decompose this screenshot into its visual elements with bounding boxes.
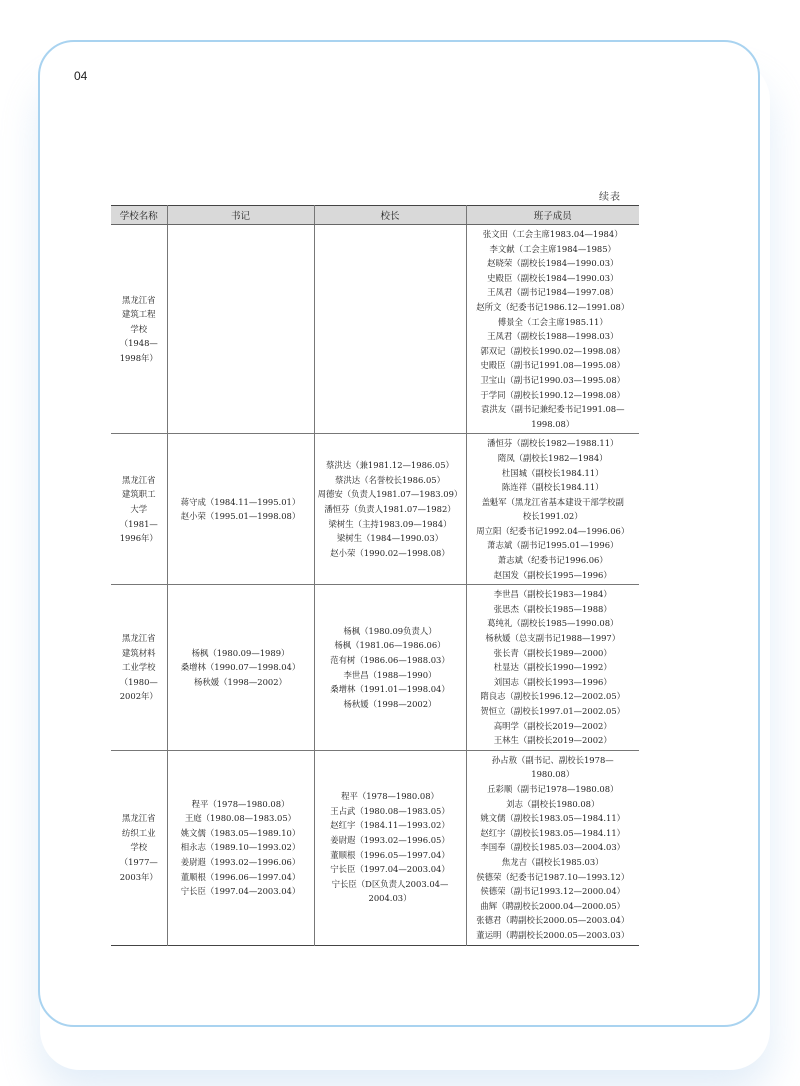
entry-line: 张文田（工会主席1983.04—1984）: [482, 229, 623, 239]
table-header-row: [111, 206, 639, 225]
entry-line: 杨枫（1981.06—1986.06）: [334, 640, 446, 651]
school-name-line: 学校: [130, 323, 148, 334]
school-name-cell: [111, 225, 167, 434]
entry-line: 张思杰（副校长1985—1988）: [493, 603, 612, 614]
entry-line: 史殿臣（副校长1984—1990.03）: [487, 272, 619, 283]
entry-line: 杜显达（副校长1990—1992）: [493, 662, 612, 673]
entry-line: 赵所文（纪委书记1986.12—1991.08）: [476, 301, 630, 312]
entry-line: 董顺根（1996.05—1997.04）: [330, 849, 450, 860]
entry-line: 赵小荣（1995.01—1998.08）: [180, 511, 301, 522]
entry-line: 董顺根（1996.06—1997.04）: [180, 871, 301, 882]
entry-line: 刘国志（副校长1993—1996）: [493, 676, 612, 687]
entry-line: 刘志（副校长1980.08）: [506, 798, 600, 809]
secretary-cell: [167, 434, 314, 585]
entry-line: 王凤君（副校长1988—1998.03）: [487, 331, 619, 342]
entry-line: 于学同（副校长1990.12—1998.08）: [480, 389, 626, 400]
entry-line: 梁树生（1984—1990.03）: [336, 533, 444, 544]
school-name-cell: [111, 434, 167, 585]
president-cell: [314, 434, 466, 585]
table-row: [111, 225, 639, 434]
entry-line: 姚文儒（1983.05—1989.10）: [180, 827, 301, 838]
entry-line: 陈连祥（副校长1984.11）: [501, 482, 604, 493]
entry-line: 姜尉遐（1993.02—1996.05）: [330, 835, 450, 846]
entry-line: 侯德荣（副书记1993.12—2000.04）: [480, 886, 626, 897]
entry-line: 董运明（聘副校长2000.05—2003.03）: [476, 929, 630, 940]
entry-line: 潘恒芬（副校长1982—1988.11）: [487, 438, 619, 449]
entry-line: 潘恒芬（负责人1981.07—1982）: [324, 503, 456, 514]
entry-line: 李世昌（副校长1983—1984）: [493, 589, 612, 600]
entry-line: 宁长臣（1997.04—2003.04）: [330, 864, 450, 875]
entry-line: 王凤君（副书记1984—1997.08）: [487, 287, 619, 298]
president-cell: [314, 750, 466, 945]
entry-line: 周德安（负责人1981.07—1983.09）: [317, 489, 463, 500]
members-cell: [466, 434, 639, 585]
leadership-table: [111, 205, 639, 946]
entry-line: 程平（1978—1980.08）: [341, 791, 439, 802]
secretary-cell: [167, 585, 314, 751]
entry-line: 蒋守成（1984.11—1995.01）: [180, 496, 301, 507]
entry-line: 王占武（1980.08—1983.05）: [330, 805, 450, 816]
entry-line: 张长青（副校长1989—2000）: [493, 647, 612, 658]
entry-line: 高明学（副校长2019—2002）: [493, 720, 612, 731]
header-members: 班子成员: [466, 206, 639, 225]
entry-line: 赵国发（副校长1995—1996）: [493, 569, 612, 580]
entry-line: 杨枫（1980.09负责人）: [343, 625, 437, 636]
school-name-line: 建筑材料: [122, 647, 156, 658]
school-name-line: 大学: [130, 503, 148, 514]
entry-line: 李世昌（1988—1990）: [343, 669, 437, 680]
school-name-line: 1998年）: [119, 353, 158, 364]
secretary-cell: [167, 225, 314, 434]
entry-line: 1980.08）: [531, 769, 575, 780]
entry-line: 王庭（1980.08—1983.05）: [184, 813, 297, 824]
entry-line: 王林生（副校长2019—2002）: [493, 735, 612, 746]
school-name-line: 黑龙江省: [122, 633, 156, 644]
entry-line: 侯德荣（纪委书记1987.10—1993.12）: [476, 871, 630, 882]
entry-line: 蔡洪达（名誉校长1986.05）: [334, 474, 445, 485]
school-name-line: （1948—: [119, 338, 158, 349]
secretary-cell: [167, 750, 314, 945]
members-cell: [466, 225, 639, 434]
entry-line: 隋凤（副校长1982—1984）: [497, 452, 608, 463]
entry-line: 葛纯礼（副校长1985—1990.08）: [487, 618, 619, 629]
school-name-line: （1981—: [119, 518, 158, 529]
members-cell: [466, 750, 639, 945]
president-cell: [314, 225, 466, 434]
entry-line: 梁树生（主持1983.09—1984）: [328, 518, 452, 529]
school-name-line: （1977—: [119, 856, 158, 867]
entry-line: 隋良志（副校长1996.12—2002.05）: [480, 691, 626, 702]
entry-line: 相永志（1989.10—1993.02）: [180, 842, 301, 853]
school-name-line: 黑龙江省: [122, 474, 156, 485]
school-name-line: 学校: [130, 842, 148, 853]
entry-line: 赵晓荣（副校长1984—1990.03）: [487, 258, 619, 269]
page-number: 04: [74, 69, 88, 83]
entry-line: 姚文儒（副校长1983.05—1984.11）: [480, 813, 626, 824]
entry-line: 袁洪友（副书记兼纪委书记1991.08—: [480, 404, 625, 415]
entry-line: 桑增林（1991.01—1998.04）: [330, 684, 450, 695]
entry-line: 孙占敖（副书记、副校长1978—: [491, 754, 614, 765]
entry-line: 史殿臣（副书记1991.08—1995.08）: [480, 360, 626, 371]
entry-line: 桑增林（1990.07—1998.04）: [180, 662, 301, 673]
table-row: [111, 585, 639, 751]
entry-line: 萧志斌（副书记1995.01—1996）: [487, 540, 619, 551]
entry-line: 范有树（1986.06—1988.03）: [330, 654, 450, 665]
entry-line: 李国奉（副校长1985.03—2004.03）: [480, 842, 626, 853]
school-name-line: 2003年）: [119, 871, 158, 882]
entry-line: 焦龙吉（副校长1985.03）: [501, 856, 604, 867]
entry-line: 萧志斌（纪委书记1996.06）: [497, 555, 608, 566]
members-cell: [466, 585, 639, 751]
entry-line: 赵红宇（1984.11—1993.02）: [330, 820, 450, 831]
entry-line: 李文献（工会主席1984—1985）: [489, 243, 616, 254]
entry-line: 杨秋媛（1998—2002）: [343, 698, 437, 709]
entry-line: 校长1991.02）: [522, 511, 583, 522]
entry-line: 赵小荣（1990.02—1998.08）: [330, 547, 450, 558]
header-secretary: 书记: [167, 206, 314, 225]
entry-line: 宁长臣（D区负责人2003.04—: [331, 878, 449, 889]
school-name-line: 黑龙江省: [122, 813, 156, 824]
entry-line: 盖魁军（黑龙江省基本建设干部学校副: [481, 496, 624, 507]
entry-line: 1998.08）: [531, 418, 575, 429]
school-name-line: 工业学校: [122, 662, 156, 673]
entry-line: 2004.03）: [368, 893, 412, 904]
entry-line: 宁长臣（1997.04—2003.04）: [180, 886, 301, 897]
table-row: [111, 750, 639, 945]
school-name-line: 1996年）: [119, 533, 158, 544]
table-row: [111, 434, 639, 585]
entry-line: 蔡洪达（兼1981.12—1986.05）: [326, 460, 454, 471]
entry-line: 赵红宇（副校长1983.05—1984.11）: [480, 827, 626, 838]
entry-line: 卫宝山（副书记1990.03—1995.08）: [480, 374, 626, 385]
entry-line: 杨枫（1980.09—1989）: [191, 647, 290, 658]
continued-label: 续表: [599, 192, 621, 203]
entry-line: 丘彩顺（副书记1978—1980.08）: [487, 783, 619, 794]
entry-line: 傅景全（工会主席1985.11）: [497, 316, 608, 327]
entry-line: 杨秋媛（1998—2002）: [194, 676, 287, 687]
entry-line: 曲辉（聘副校长2000.04—2000.05）: [480, 900, 626, 911]
entry-line: 姜尉遐（1993.02—1996.06）: [180, 856, 301, 867]
school-name-cell: [111, 585, 167, 751]
school-name-line: 建筑工程: [122, 309, 156, 320]
entry-line: 杜国城（副校长1984.11）: [501, 467, 604, 478]
header-school: 学校名称: [111, 206, 167, 225]
entry-line: 杨秋媛（总支副书记1988—1997）: [485, 633, 621, 644]
entry-line: 贺恒立（副校长1997.01—2002.05）: [480, 706, 626, 716]
entry-line: 郭双记（副校长1990.02—1998.08）: [480, 345, 626, 356]
entry-line: 张德君（聘副校长2000.05—2003.04）: [476, 915, 630, 926]
school-name-line: （1980—: [119, 676, 158, 687]
school-name-line: 黑龙江省: [122, 294, 156, 305]
entry-line: 程平（1978—1980.08）: [191, 798, 290, 809]
school-name-cell: [111, 750, 167, 945]
school-name-line: 纺织工业: [122, 827, 156, 838]
entry-line: 周立阳（纪委书记1992.04—1996.06）: [476, 525, 630, 536]
header-president: 校长: [314, 206, 466, 225]
president-cell: [314, 585, 466, 751]
school-name-line: 建筑职工: [122, 489, 156, 500]
school-name-line: 2002年）: [119, 691, 158, 702]
